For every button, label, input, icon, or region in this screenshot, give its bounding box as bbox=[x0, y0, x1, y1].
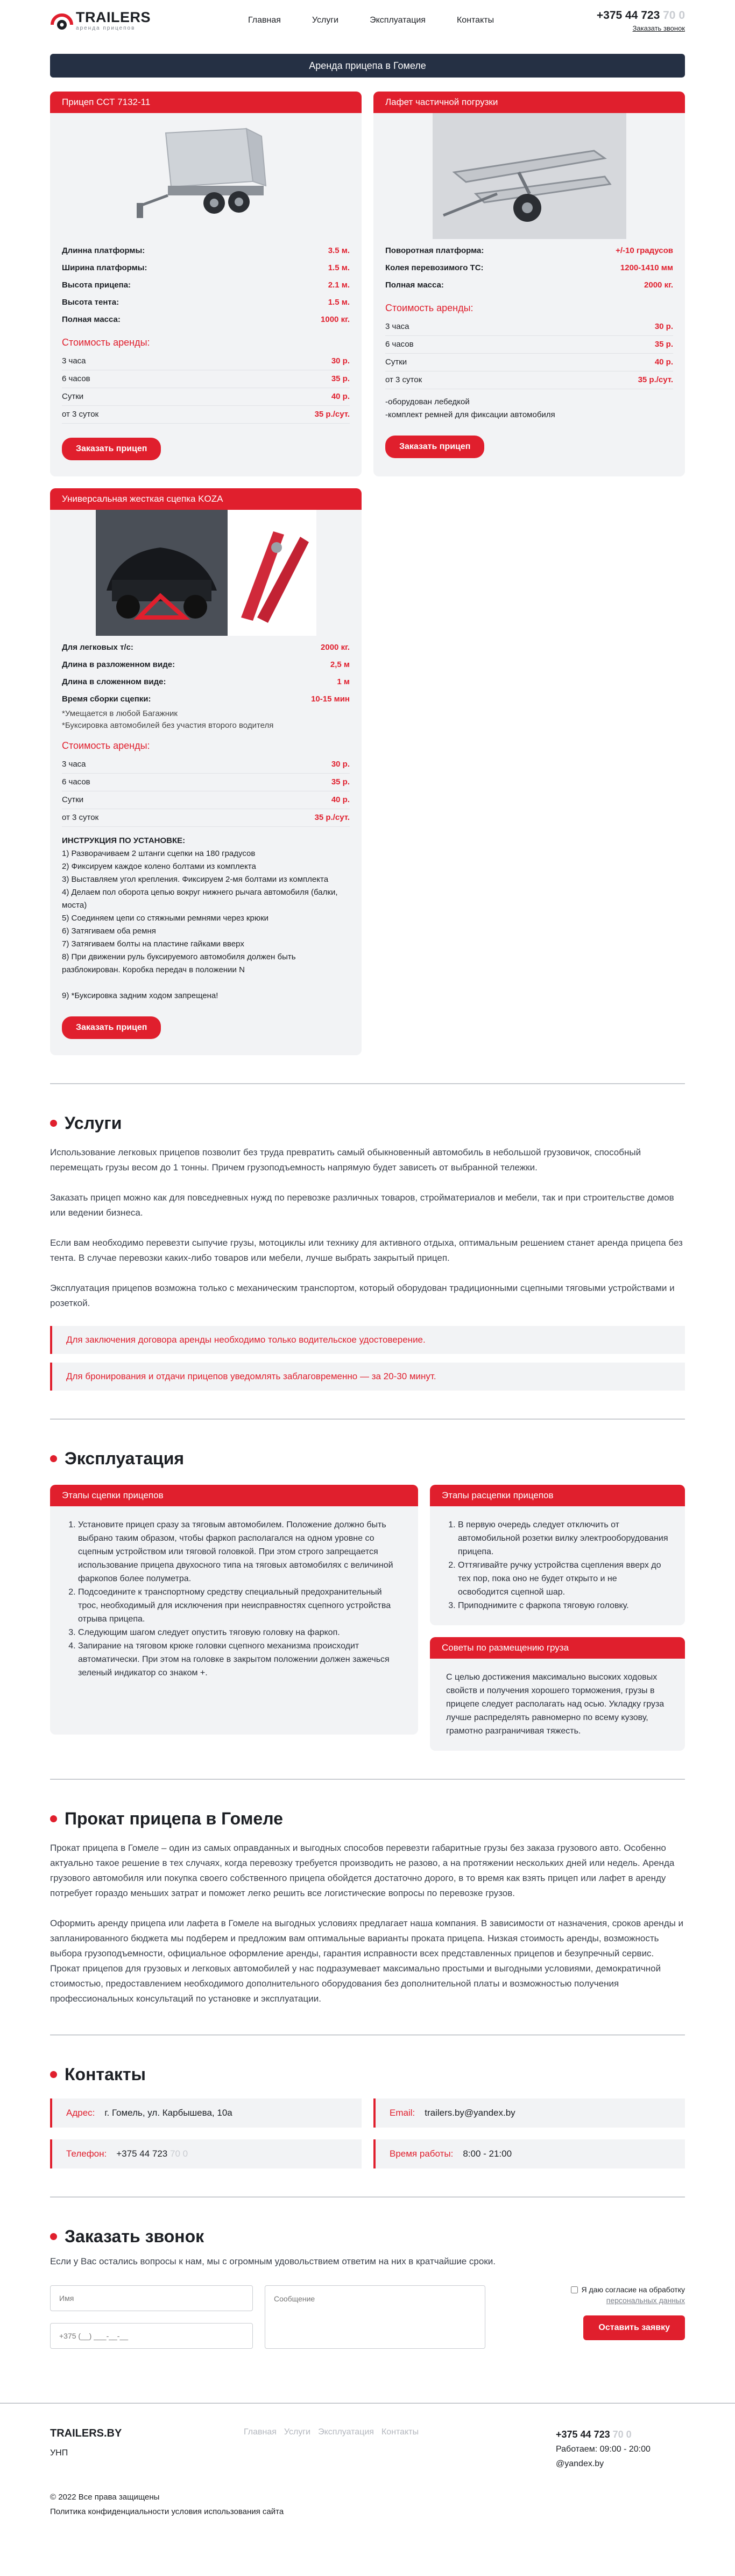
price-row: от 3 суток 35 р./сут. bbox=[385, 371, 673, 389]
price-row: Сутки 40 р. bbox=[62, 388, 350, 406]
callback-form bbox=[50, 2285, 685, 2349]
spec-row: Ширина платформы: 1.5 м. bbox=[62, 263, 350, 272]
footer-nav-contacts[interactable]: Контакты bbox=[381, 2427, 419, 2437]
nav-contacts[interactable]: Контакты bbox=[456, 16, 494, 25]
header-contacts bbox=[597, 9, 685, 32]
price-title: Стоимость аренды: bbox=[385, 303, 473, 313]
price-row: 6 часов 35 р. bbox=[62, 370, 350, 388]
page-banner: Аренда прицепа в Гомеле bbox=[50, 54, 685, 78]
spec-row: Колея перевозимого ТС: 1200-1410 мм bbox=[385, 263, 673, 272]
price-row: 3 часа 30 р. bbox=[62, 353, 350, 370]
callback-title: Заказать звонок bbox=[50, 2227, 685, 2247]
cargo-tips-panel bbox=[430, 1637, 685, 1751]
divider bbox=[50, 1419, 685, 1420]
logo-subtitle: аренда прицепов bbox=[76, 25, 136, 31]
contacts-grid bbox=[50, 2098, 685, 2168]
price-row: Сутки 40 р. bbox=[62, 791, 350, 809]
nav-services[interactable]: Услуги bbox=[312, 16, 339, 25]
logo[interactable] bbox=[50, 9, 211, 32]
contact-address: Адрес: г. Гомель, ул. Карбышева, 10а bbox=[50, 2098, 362, 2128]
spec-row: Длина в сложенном виде: 1 м bbox=[62, 677, 350, 686]
price-row: 3 часа 30 р. bbox=[385, 318, 673, 336]
consent-checkbox-label[interactable]: Я даю согласие на обработку bbox=[497, 2285, 685, 2294]
order-trailer-button[interactable]: Заказать прицеп bbox=[62, 1016, 161, 1039]
nav-home[interactable]: Главная bbox=[248, 16, 281, 25]
spec-row: Время сборки сцепки: 10-15 мин bbox=[62, 694, 350, 704]
footer-copyright: © 2022 Все права защищены bbox=[50, 2493, 160, 2502]
footer-nav-home[interactable]: Главная bbox=[244, 2427, 277, 2437]
koza-photo bbox=[50, 510, 362, 636]
contact-hours: Время работы: 8:00 - 21:00 bbox=[373, 2139, 685, 2168]
services-paragraph: Если вам необходимо перевезти сыпучие грузы, мотоциклы или технику для активного отдыха, оптимальным решением станет аренда прицепа без тента. В случае перевозки каких-либо товаров или мебели, лучше выбрать закрытый прицеп. bbox=[50, 1238, 683, 1263]
product-card-lafet bbox=[373, 92, 685, 476]
koza-note: *Умещается в любой Багажник bbox=[62, 709, 178, 718]
spec-row: Длинна платформы: 3.5 м. bbox=[62, 246, 350, 255]
consent-checkbox[interactable] bbox=[571, 2286, 578, 2293]
trailer-wheel-icon bbox=[50, 9, 74, 32]
contacts-title: Контакты bbox=[50, 2065, 685, 2084]
uncoupling-steps: 1. В первую очередь следует отключить от автомобильной розетки вилку электрооборудования прицепа. 2. Оттягивайте ручку устройства сцепления вверх до тех пор, пока оно не будет открыто и не освободится сцепной шар. 3. Приподнимите с фаркопа тяговую головку. bbox=[430, 1506, 685, 1625]
card-title: Лафет частичной погрузки bbox=[373, 92, 685, 113]
exploitation-title: Эксплуатация bbox=[50, 1449, 685, 1469]
contact-email[interactable]: Email: trailers.by@yandex.by bbox=[373, 2098, 685, 2128]
footer-brand: TRAILERS.BY bbox=[50, 2427, 122, 2439]
rental-paragraph: Прокат прицепа в Гомеле – один из самых оправданных и выгодных способов перевезти габаритные грузы без заказа грузового авто. Особенно актуально такое решение в тех случаях, когда перевозку требуется производить не разово, а на протяжении нескольких дней или недель. Аренда грузового автомобиля или покупка своего собственного прицепа обойдется достаточно дорого, в то время как взять прицеп или лафет в аренду потребует гораздо меньших затрат и поможет легко решить все логистические вопросы по перевозке грузов. bbox=[50, 1843, 675, 1898]
divider bbox=[50, 1779, 685, 1780]
services-paragraph: Заказать прицеп можно как для повседневных нужд по перевозке различных товаров, стройматериалов и мебели, так и при строительстве домов или ведении бизнеса. bbox=[50, 1192, 674, 1218]
main-nav bbox=[248, 16, 597, 25]
price-row: Сутки 40 р. bbox=[385, 354, 673, 371]
callback-subtitle: Если у Вас остались вопросы к нам, мы с огромным удовольствием ответим на них в кратчайшие сроки. bbox=[50, 2256, 496, 2266]
footer-hours: Работаем: 09:00 - 20:00 bbox=[556, 2445, 651, 2454]
booking-callout: Для бронирования и отдачи прицепов уведомлять заблаговременно — за 20-30 минут. bbox=[50, 1363, 685, 1391]
price-row: от 3 суток 35 р./сут. bbox=[62, 809, 350, 827]
submit-request-button[interactable]: Оставить заявку bbox=[583, 2315, 685, 2340]
lafet-photo bbox=[373, 113, 685, 239]
product-card-cct bbox=[50, 92, 362, 476]
services-paragraph: Эксплуатация прицепов возможна только с механическим транспортом, который оборудован традиционными сцепными тяговыми устройствами и розеткой. bbox=[50, 1283, 675, 1308]
spec-row: Высота прицепа: 2.1 м. bbox=[62, 280, 350, 290]
footer-nav-exploitation[interactable]: Эксплуатация bbox=[318, 2427, 374, 2437]
site-header bbox=[50, 0, 685, 41]
cargo-tips-title: Советы по размещению груза bbox=[430, 1637, 685, 1659]
coupling-steps: 1. Установите прицеп сразу за тяговым автомобилем. Положение должно быть выбрано таким образом, чтобы фаркоп располагался на одном уровне со сцепным устройством или тяговой головкой. При этом строго запрещается использование прицепа двухосного типа на тяговых автомобилях с величиной фаркопов более полуметра. 2. Подсоедините к транспортному средству специальный предохранительный трос, необходимый для исключения при неисправностях сцепного устройства отрыва прицепа. 3. Следующим шагом следует опустить тяговую головку на фаркоп. 4. Запирание на тяговом крюке головки сцепного механизма происходит автоматически. При этом на головке в закрытом положении должен зажечься зеленый индикатор со знаком +. bbox=[50, 1506, 418, 1693]
divider bbox=[50, 1083, 685, 1084]
uncoupling-title: Этапы расцепки прицепов bbox=[430, 1485, 685, 1506]
price-row: 6 часов 35 р. bbox=[385, 336, 673, 354]
footer-phone[interactable]: +375 44 723 70 0 bbox=[556, 2429, 632, 2440]
spec-row: Для легковых т/с: 2000 кг. bbox=[62, 643, 350, 652]
trailer-photo bbox=[50, 113, 362, 239]
footer-nav bbox=[244, 2427, 556, 2471]
site-footer bbox=[0, 2403, 735, 2543]
divider bbox=[50, 2196, 685, 2198]
price-title: Стоимость аренды: bbox=[62, 337, 150, 348]
phone-input[interactable] bbox=[50, 2323, 253, 2349]
header-phone-hidden: 70 0 bbox=[663, 9, 685, 22]
spec-row: Полная масса: 1000 кг. bbox=[62, 315, 350, 324]
coupling-panel bbox=[50, 1485, 418, 1735]
spec-row: Полная масса: 2000 кг. bbox=[385, 280, 673, 290]
installation-instructions: ИНСТРУКЦИЯ ПО УСТАНОВКЕ: 1) Разворачиваем 2 штанги сцепки на 180 градусов 2) Фиксируем каждое колено болтами из комплекта 3) Выставляем угол крепления. Фиксируем 2-мя болтами из комплекта 4) Делаем пол оборота цепью вокруг нижнего рычага автомобиля (балки, моста) 5) Соединяем цепи со стяжными ремнями через крюки 6) Затягиваем оба ремня 7) Затягиваем болты на пластине гайками вверх 8) При движении руль буксируемого автомобиля должен быть разблокирован. Коробка передач в положении N 9) *Буксировка задним ходом запрещена! bbox=[62, 836, 338, 1000]
spec-row: Высота тента: 1.5 м. bbox=[62, 298, 350, 307]
license-callout: Для заключения договора аренды необходимо только водительское удостоверение. bbox=[50, 1326, 685, 1354]
price-row: 6 часов 35 р. bbox=[62, 774, 350, 791]
personal-data-link[interactable]: персональных данных bbox=[606, 2296, 685, 2305]
price-row: 3 часа 30 р. bbox=[62, 756, 350, 774]
footer-nav-services[interactable]: Услуги bbox=[284, 2427, 311, 2437]
coupling-title: Этапы сцепки прицепов bbox=[50, 1485, 418, 1506]
services-paragraph: Использование легковых прицепов позволит без труда превратить самый обыкновенный автомобиль в небольшой грузовичок, способный перемещать грузы весом до 1 тонны. Причем грузоподъемность напрямую будет зависеть от выбранной тележки. bbox=[50, 1147, 641, 1173]
cargo-tips-text: С целью достижения максимально высоких ходовых свойств и получения хорошего торможения, грузы в прицепе следует располагать над осью. Укладку груза лучше распределять равномерно по всему кузову, грамотно разграничивая тяжесть. bbox=[446, 1673, 665, 1736]
order-trailer-button[interactable]: Заказать прицеп bbox=[385, 436, 484, 458]
message-input[interactable] bbox=[265, 2285, 485, 2349]
product-card-koza bbox=[50, 488, 362, 1055]
exploitation-panels bbox=[50, 1485, 685, 1751]
services-title: Услуги bbox=[50, 1113, 685, 1133]
header-callback-link[interactable]: Заказать звонок bbox=[632, 24, 685, 32]
footer-email[interactable]: @yandex.by bbox=[556, 2459, 604, 2468]
uncoupling-panel bbox=[430, 1485, 685, 1625]
logo-title: TRAILERS bbox=[76, 9, 151, 25]
spec-row: Поворотная платформа: +/-10 градусов bbox=[385, 246, 673, 255]
rental-title: Прокат прицепа в Гомеле bbox=[50, 1809, 685, 1829]
koza-note: *Буксировка автомобилей без участия второго водителя bbox=[62, 721, 274, 730]
card-title: Универсальная жесткая сцепка KOZA bbox=[50, 488, 362, 510]
nav-exploitation[interactable]: Эксплуатация bbox=[370, 16, 426, 25]
lafet-extras: -оборудован лебедкой -комплект ремней для фиксации автомобиля bbox=[385, 397, 555, 419]
price-title: Стоимость аренды: bbox=[62, 740, 150, 751]
product-cards bbox=[50, 92, 685, 1055]
spec-row: Длина в разложенном виде: 2,5 м bbox=[62, 660, 350, 669]
rental-paragraph: Оформить аренду прицепа или лафета в Гомеле на выгодных условиях предлагает наша компания. В зависимости от назначения, сроков аренды и запланированного бюджета мы подберем и предложим вам оптимальные варианты проката прицепа. Низкая стоимость аренды, возможность выбора грузоподъемности, официальное оформление аренды, гарантия исправности всех представленных прицепов и безупречный сервис. Прокат прицепов для грузовых и легковых автомобилей у нас подразумевает максимально простыми и выгодными условиями, демократичной стоимостью, предоставлением необходимого дополнительного оборудования без дополнительной платы и возможностью получения профессиональных консультаций по установке и эксплуатации. bbox=[50, 1918, 684, 2004]
footer-policy-links[interactable]: Политика конфиденциальности условия использования сайта bbox=[50, 2507, 284, 2516]
header-phone[interactable]: +375 44 723 70 0 bbox=[596, 9, 685, 22]
order-trailer-button[interactable]: Заказать прицеп bbox=[62, 438, 161, 460]
divider bbox=[50, 2034, 685, 2035]
footer-unp: УНП bbox=[50, 2448, 68, 2458]
card-title: Прицеп ССТ 7132-11 bbox=[50, 92, 362, 113]
name-input[interactable] bbox=[50, 2285, 253, 2311]
price-row: от 3 суток 35 р./сут. bbox=[62, 406, 350, 424]
contact-phone[interactable]: Телефон: +375 44 723 70 0 bbox=[50, 2139, 362, 2168]
